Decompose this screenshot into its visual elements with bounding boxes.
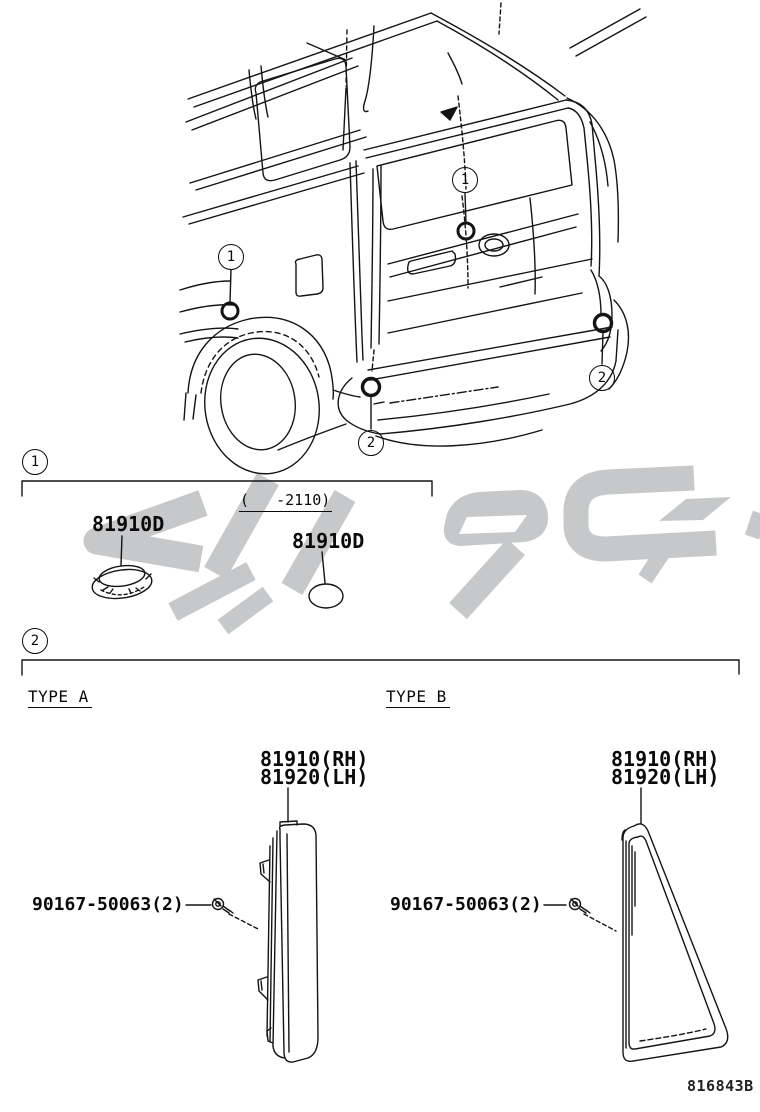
vehicle-callout-1-top: 1 bbox=[452, 167, 478, 193]
type-b-screw-part-number: 90167-50063(2) bbox=[390, 894, 542, 915]
reflector-type-a bbox=[258, 788, 318, 1062]
applicability-note: ( -2110) bbox=[239, 492, 332, 512]
screw-icon bbox=[186, 899, 260, 931]
part-number-81910d-left: 81910D bbox=[92, 512, 165, 536]
vehicle-callout-2-bottom: 2 bbox=[358, 430, 384, 456]
callout-leader-line bbox=[230, 270, 231, 302]
type-a-screw-part-number: 90167-50063(2) bbox=[32, 894, 184, 915]
watermark bbox=[97, 478, 760, 627]
vehicle-callout-2-right: 2 bbox=[589, 365, 615, 391]
vehicle-rear-drawing bbox=[180, 3, 646, 482]
section-1-callout: 1 bbox=[22, 449, 48, 475]
screw-icon bbox=[544, 899, 616, 932]
part-oval-plug bbox=[309, 584, 343, 608]
vehicle-callout-1-left: 1 bbox=[218, 244, 244, 270]
type-a-part-number-rh: 81910(RH) bbox=[260, 747, 369, 771]
callout-leader-line bbox=[465, 193, 466, 222]
type-a-part-number-lh: 81920(LH) bbox=[260, 765, 369, 789]
reflector-marker-bottom bbox=[363, 379, 380, 396]
type-b-heading: TYPE B bbox=[386, 688, 450, 708]
reflector-type-b bbox=[622, 788, 728, 1061]
type-b-part-number-rh: 81910(RH) bbox=[611, 747, 720, 771]
vehicle-callout-markers bbox=[222, 193, 612, 429]
section-2-art bbox=[22, 660, 739, 1062]
part-dome-plug bbox=[90, 563, 153, 602]
part-number-81910d-right: 81910D bbox=[292, 529, 365, 553]
section-2-callout: 2 bbox=[22, 628, 48, 654]
section-2-bracket bbox=[22, 660, 739, 675]
type-a-heading: TYPE A bbox=[28, 688, 92, 708]
type-b-part-number-lh: 81920(LH) bbox=[611, 765, 720, 789]
section-1-bracket bbox=[22, 481, 432, 496]
callout-leader-line bbox=[602, 332, 603, 364]
drawing-code: 816843B bbox=[687, 1077, 754, 1095]
